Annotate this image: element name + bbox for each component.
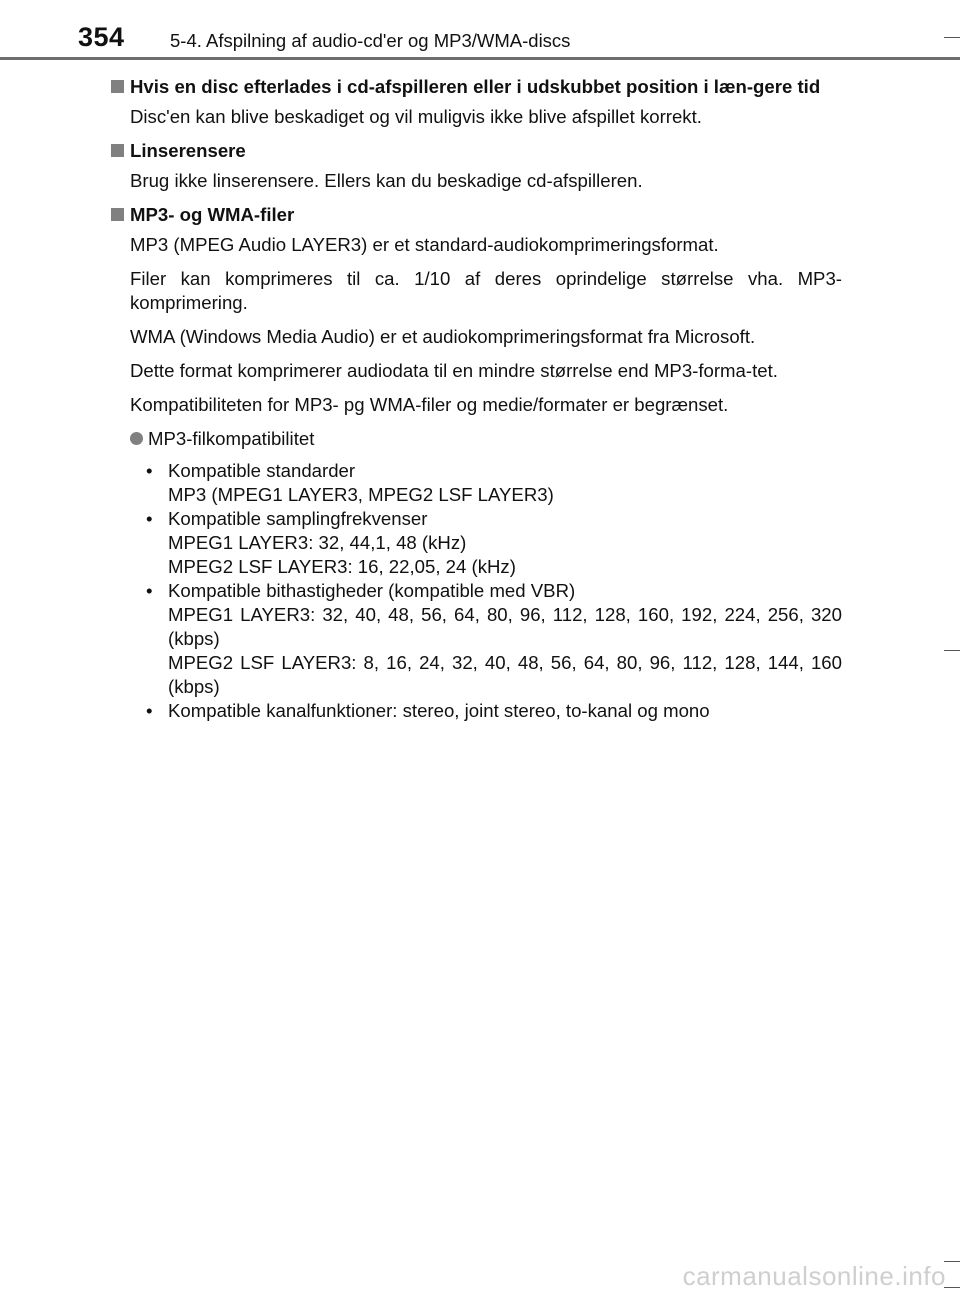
section-mp3-wma-files — [108, 203, 842, 723]
list-item: • Kompatible bithastigheder (kompatible med VBR) MPEG1 LAYER3: 32, 40, 48, 56, 64, 80, 96, 112, 128, 160, 192, 224, 256, 320 (kbps) MPEG2 LSF LAYER3: 8, 16, 24, 32, 40, 48, 56, 64, 80, 96, 112, 128, 144, 160 (kbps) — [146, 580, 842, 697]
paragraph: MP3 (MPEG Audio LAYER3) er et standard-audiokomprimeringsformat. — [130, 234, 719, 255]
square-bullet-icon — [111, 208, 124, 221]
bullet-dot-icon: • — [146, 460, 153, 481]
page-content — [108, 75, 842, 731]
section-heading: Linserensere — [108, 139, 842, 163]
square-bullet-icon — [111, 80, 124, 93]
page-number: 354 — [78, 22, 125, 52]
list-item: • Kompatible samplingfrekvenser MPEG1 LAYER3: 32, 44,1, 48 (kHz) MPEG2 LSF LAYER3: 16, 22,05, 24 (kHz) — [146, 508, 516, 577]
paragraph: Dette format komprimerer audiodata til en mindre størrelse end MP3-forma-tet. — [130, 360, 778, 381]
paragraph: Kompatibiliteten for MP3- pg WMA-filer og medie/formater er begrænset. — [130, 394, 729, 415]
bullet-dot-icon: • — [146, 700, 153, 721]
crop-mark — [944, 1261, 960, 1262]
list-item: • Kompatible kanalfunktioner: stereo, joint stereo, to-kanal og mono — [146, 700, 710, 721]
crop-mark — [944, 37, 960, 38]
bullet-dot-icon: • — [146, 508, 153, 529]
page-header — [0, 0, 960, 62]
paragraph: Disc'en kan blive beskadiget og vil muligvis ikke blive afspillet korrekt. — [130, 106, 702, 127]
header-rule — [0, 57, 960, 60]
section-heading: MP3- og WMA-filer — [108, 203, 842, 227]
crop-mark — [944, 650, 960, 651]
watermark: carmanualsonline.info — [682, 1261, 946, 1291]
section-heading: Hvis en disc efterlades i cd-afspilleren eller i udskubbet position i læn-gere tid — [108, 75, 842, 99]
square-bullet-icon — [111, 144, 124, 157]
circle-bullet-icon — [130, 432, 143, 445]
list-item: • Kompatible standarder MP3 (MPEG1 LAYER3, MPEG2 LSF LAYER3) — [146, 460, 554, 505]
subsection-heading: MP3-filkompatibilitet — [108, 427, 842, 451]
paragraph: WMA (Windows Media Audio) er et audiokomprimeringsformat fra Microsoft. — [130, 326, 756, 347]
bullet-dot-icon: • — [146, 580, 153, 601]
paragraph: Brug ikke linserensere. Ellers kan du beskadige cd-afspilleren. — [130, 170, 643, 191]
section-lens-cleaners — [108, 139, 842, 193]
section-disc-left-in-player — [108, 75, 842, 129]
paragraph: Filer kan komprimeres til ca. 1/10 af deres oprindelige størrelse vha. MP3-komprimering. — [130, 268, 842, 313]
crop-mark — [944, 1287, 960, 1288]
chapter-title: 5-4. Afspilning af audio-cd'er og MP3/WMA-discs — [170, 30, 571, 51]
compatibility-list — [108, 459, 842, 723]
